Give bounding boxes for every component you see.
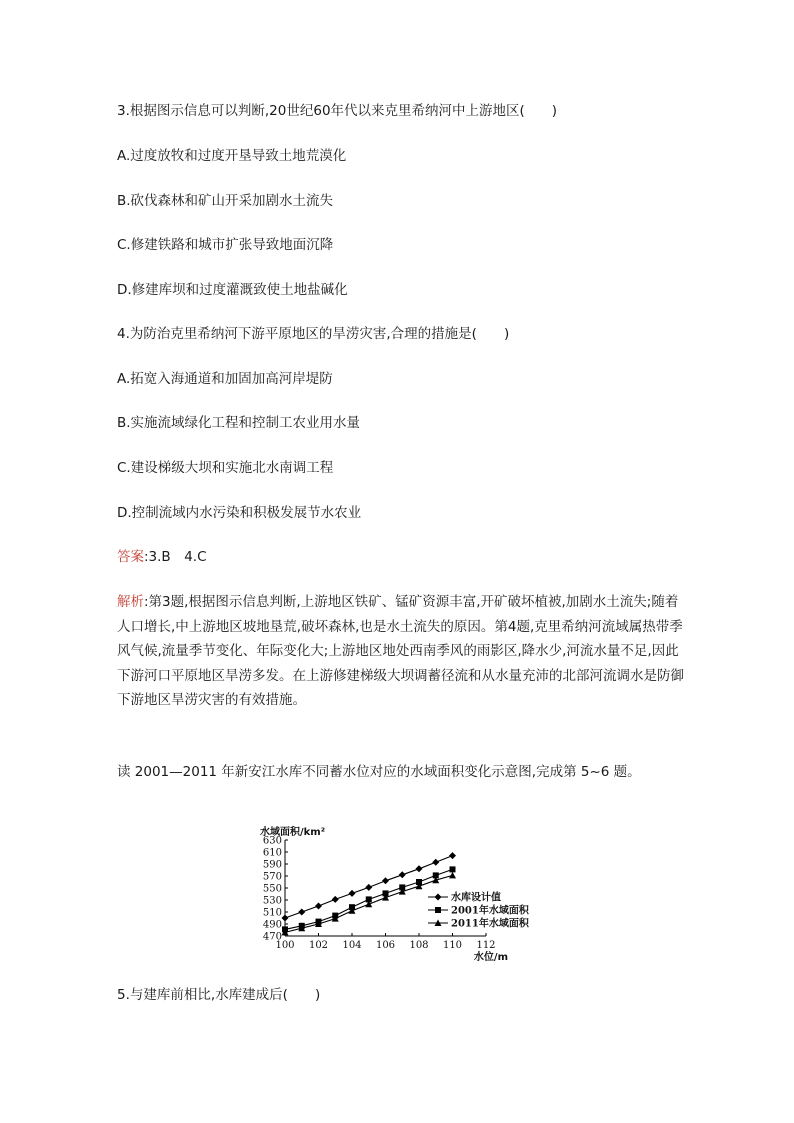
legend-marker-1 <box>435 907 441 913</box>
answer-label: 答案 <box>117 549 144 565</box>
data-point-0 <box>282 915 289 922</box>
question-3-option-c: C.修建铁路和城市扩张导致地面沉降 <box>117 237 334 253</box>
question-3-option-b: B.砍伐森林和矿山开采加剧水土流失 <box>117 193 334 209</box>
data-point-0 <box>449 852 456 859</box>
analysis-text: :第3题,根据图示信息判断,上游地区铁矿、锰矿资源丰富,开矿破坏植被,加剧水土流失;随着人口增长,中上游地区坡地垦荒,破坏森林,也是水土流失的原因。第4题,克里希纳河流域属热带季风气候,流量季节变化、年际变化大;上游地区地处西南季风的雨影区,降水少,河流水量不足,因此下游河口平原地区旱涝多发。在上游修建梯级大坝调蓄径流和从水量充沛的北部河流调水是防御下游地区旱涝灾害的有效措施。 <box>117 594 684 708</box>
water-area-chart <box>258 826 538 971</box>
legend-label-1: 2001年水域面积 <box>451 905 529 917</box>
data-point-0 <box>332 896 339 903</box>
question-4-option-a: A.拓宽入海通道和加固加高河岸堤防 <box>117 371 333 387</box>
data-point-0 <box>349 890 356 897</box>
x-axis-title: 水位/m <box>473 952 508 963</box>
legend-marker-0 <box>435 894 442 901</box>
data-point-2 <box>449 872 456 879</box>
y-tick-label: 590 <box>262 859 282 871</box>
data-point-0 <box>416 865 423 872</box>
y-tick-label: 530 <box>262 895 282 907</box>
question-3-option-d: D.修建库坝和过度灌溉致使土地盐碱化 <box>117 282 348 298</box>
y-tick-label: 570 <box>262 871 282 883</box>
answer-text: :3.B 4.C <box>144 549 207 565</box>
data-point-0 <box>365 884 372 891</box>
legend-label-2: 2011年水域面积 <box>451 918 529 930</box>
question-4-option-c: C.建设梯级大坝和实施北水南调工程 <box>117 460 334 476</box>
chart-intro: 读 2001—2011 年新安江水库不同蓄水位对应的水域面积变化示意图,完成第 5~6 题。 <box>117 764 641 780</box>
y-tick-label: 510 <box>262 907 282 919</box>
x-tick-label: 104 <box>342 940 362 951</box>
y-axis-title: 水域面积/km² <box>260 827 326 838</box>
x-tick-label: 106 <box>375 940 396 951</box>
x-tick-label: 108 <box>409 940 429 951</box>
data-point-0 <box>399 871 406 878</box>
y-tick-label: 490 <box>262 919 282 931</box>
question-3-option-a: A.过度放牧和过度开垦导致土地荒漠化 <box>117 148 347 164</box>
y-tick-label: 630 <box>262 835 282 847</box>
analysis-label: 解析 <box>117 594 144 610</box>
x-tick-label: 110 <box>442 940 463 951</box>
x-tick-label: 100 <box>275 940 295 951</box>
data-point-0 <box>315 903 322 910</box>
y-tick-label: 470 <box>262 931 282 943</box>
y-tick-label: 550 <box>262 883 282 895</box>
data-point-0 <box>432 859 439 866</box>
question-5-stem: 5.与建库前相比,水库建成后( ) <box>117 987 321 1003</box>
y-tick-label: 610 <box>262 847 282 859</box>
question-4-stem: 4.为防治克里希纳河下游平原地区的旱涝灾害,合理的措施是( ) <box>117 326 510 342</box>
analysis-paragraph <box>117 590 687 713</box>
data-point-0 <box>298 909 305 916</box>
legend-label-0: 水库设计值 <box>451 892 501 904</box>
x-tick-label: 112 <box>476 940 496 951</box>
answer-line <box>117 547 207 567</box>
data-point-1 <box>450 866 456 872</box>
data-point-0 <box>382 877 389 884</box>
question-3-stem: 3.根据图示信息可以判断,20世纪60年代以来克里希纳河中上游地区( ) <box>117 103 558 119</box>
x-tick-label: 102 <box>308 940 329 951</box>
question-4-option-d: D.控制流域内水污染和积极发展节水农业 <box>117 505 362 521</box>
question-4-option-b: B.实施流域绿化工程和控制工农业用水量 <box>117 415 361 431</box>
